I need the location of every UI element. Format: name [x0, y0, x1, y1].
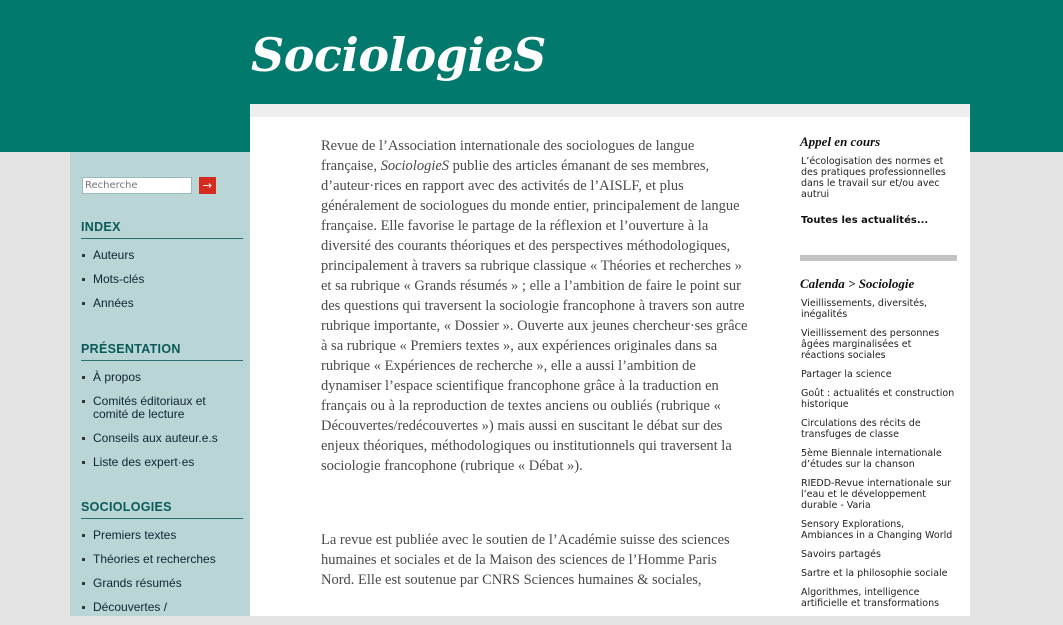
- nav-item-annees[interactable]: Années: [81, 297, 243, 310]
- nav-item-premiers-textes[interactable]: Premiers textes: [81, 529, 243, 542]
- right-column: [800, 134, 957, 617]
- calenda-item[interactable]: Sensory Explorations, Ambiances in a Changing World: [801, 519, 953, 541]
- appel-item[interactable]: L’écologisation des normes et des pratiques professionnelles dans le travail sur et/ou avec autrui: [801, 156, 946, 200]
- nav-item-grands-resumes[interactable]: Grands résumés: [81, 577, 243, 590]
- nav-item-decouvertes[interactable]: Découvertes /: [81, 601, 243, 614]
- nav-item-conseils[interactable]: Conseils aux auteur.e.s: [81, 432, 243, 445]
- calenda-item[interactable]: Circulations des récits de transfuges de classe: [801, 418, 921, 440]
- nav-item-a-propos[interactable]: À propos: [81, 371, 243, 384]
- calenda-item[interactable]: 5ème Biennale internationale d’études sur la chanson: [801, 448, 942, 470]
- nav-heading-index: INDEX: [81, 220, 243, 239]
- calenda-item[interactable]: Savoirs partagés: [801, 549, 881, 560]
- support-paragraph: La revue est publiée avec le soutien de l’Académie suisse des sciences humaines et sociales et de la Maison des sciences de l’Homme Paris Nord. Elle est soutenue par CNRS Sciences humaines & sociales,: [321, 532, 730, 588]
- journal-name: SociologieS: [380, 158, 450, 174]
- nav-heading-sociologies: SOCIOLOGIES: [81, 500, 243, 519]
- nav-item-comites[interactable]: Comités éditoriaux et comité de lecture: [81, 395, 243, 421]
- calenda-item[interactable]: Partager la science: [801, 369, 892, 380]
- nav-heading-presentation: PRÉSENTATION: [81, 342, 243, 361]
- nav-item-auteurs[interactable]: Auteurs: [81, 249, 243, 262]
- all-news-link[interactable]: Toutes les actualités...: [801, 215, 929, 226]
- appel-heading[interactable]: Appel en cours: [800, 134, 881, 149]
- nav-item-experts[interactable]: Liste des expert·es: [81, 456, 243, 469]
- nav-index: [81, 220, 243, 321]
- calenda-item[interactable]: Vieillissement des personnes âgées marginalisées et réactions sociales: [801, 328, 940, 361]
- nav-sociologies: [81, 500, 243, 625]
- search-submit-button[interactable]: →: [199, 177, 216, 194]
- column-divider: [800, 255, 957, 261]
- nav-presentation: [81, 342, 243, 480]
- calenda-item[interactable]: Algorithmes, intelligence artificielle et transformations: [801, 587, 940, 609]
- calenda-item[interactable]: RIEDD-Revue internationale sur l’eau et le développement durable - Varia: [801, 478, 952, 511]
- calenda-list: [800, 298, 957, 609]
- site-title[interactable]: SociologieS: [251, 28, 546, 82]
- nav-item-theories[interactable]: Théories et recherches: [81, 553, 243, 566]
- nav-item-mots-cles[interactable]: Mots-clés: [81, 273, 243, 286]
- intro-paragraph: Revue de l’Association internationale des sociologues de langue française, SociologieS publie des articles émanant de ses membres, d’auteur·rices en rapport avec des activités de l’AISLF, et plus généralement de sociologues du monde entier, principalement de langue française. Elle favorise le partage de la réflexion et l’ouverture à la diversité des courants théoriques et des perspectives méthodologiques, principalement à travers sa rubrique classique « Théories et recherches » et sa rubrique « Grands résumés » ; elle a l’ambition de faire le point sur des questions qui traversent la sociologie francophone à travers son autre rubrique importante, « Dossier ». Ouverte aux jeunes chercheur·ses grâce à sa rubrique « Premiers textes », aux expériences originales dans sa rubrique « Expériences de recherche », elle a aussi l’ambition de dynamiser l’espace scientifique francophone grâce à la traduction en français ou à la reproduction de textes anciens ou oubliés (rubrique « Découvertes/redécouvertes ») mais aussi en suscitant le débat sur des enjeux théoriques, méthodologiques ou institutionnels qui traversent la sociologie francophone (rubrique « Débat »).: [321, 138, 748, 474]
- calenda-item[interactable]: Vieillissements, diversités, inégalités: [801, 298, 928, 320]
- main-content: [250, 104, 970, 616]
- search-form: [82, 177, 220, 195]
- calenda-item[interactable]: Goût : actualités et construction historique: [801, 388, 955, 410]
- journal-description: [321, 136, 751, 590]
- calenda-heading[interactable]: Calenda > Sociologie: [800, 276, 915, 291]
- search-input[interactable]: [82, 177, 192, 194]
- content-top-bar: [250, 104, 970, 117]
- calenda-item[interactable]: Sartre et la philosophie sociale: [801, 568, 948, 579]
- sidebar: [70, 152, 250, 616]
